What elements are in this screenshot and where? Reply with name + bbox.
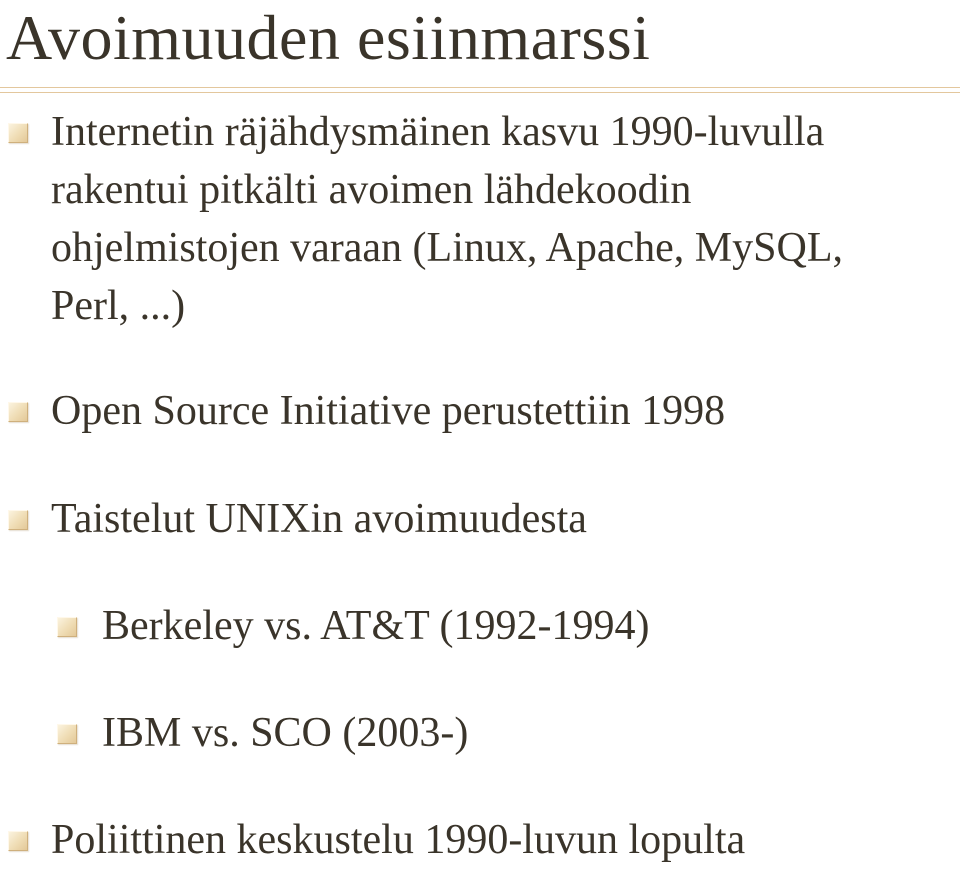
title-rule-upper bbox=[0, 87, 960, 88]
square-bullet-icon bbox=[8, 402, 28, 422]
title-rule-lower bbox=[0, 92, 960, 93]
sub-bullet-item bbox=[102, 597, 952, 655]
square-bullet-icon bbox=[8, 831, 28, 851]
bullet-text: IBM vs. SCO (2003-) bbox=[102, 710, 469, 756]
bullet-item bbox=[51, 103, 956, 335]
bullet-line: Perl, ...) bbox=[51, 283, 186, 329]
square-bullet-icon bbox=[8, 510, 28, 530]
bullet-line: Internetin räjähdysmäinen kasvu 1990-luvulla bbox=[51, 109, 825, 155]
square-bullet-icon bbox=[8, 123, 28, 143]
bullet-item bbox=[51, 490, 956, 548]
bullet-text: Berkeley vs. AT&T (1992-1994) bbox=[102, 603, 650, 649]
bullet-item bbox=[51, 382, 956, 440]
slide-title: Avoimuuden esiinmarssi bbox=[6, 2, 651, 73]
square-bullet-icon bbox=[57, 617, 77, 637]
bullet-item bbox=[51, 811, 956, 869]
bullet-text: Taistelut UNIXin avoimuudesta bbox=[51, 496, 587, 542]
bullet-line: rakentui pitkälti avoimen lähdekoodin bbox=[51, 167, 692, 213]
sub-bullet-item bbox=[102, 704, 952, 762]
bullet-text: Poliittinen keskustelu 1990-luvun lopulta bbox=[51, 817, 746, 863]
bullet-text: Open Source Initiative perustettiin 1998 bbox=[51, 388, 726, 434]
square-bullet-icon bbox=[57, 724, 77, 744]
bullet-line: ohjelmistojen varaan (Linux, Apache, MySQL, bbox=[51, 225, 843, 271]
